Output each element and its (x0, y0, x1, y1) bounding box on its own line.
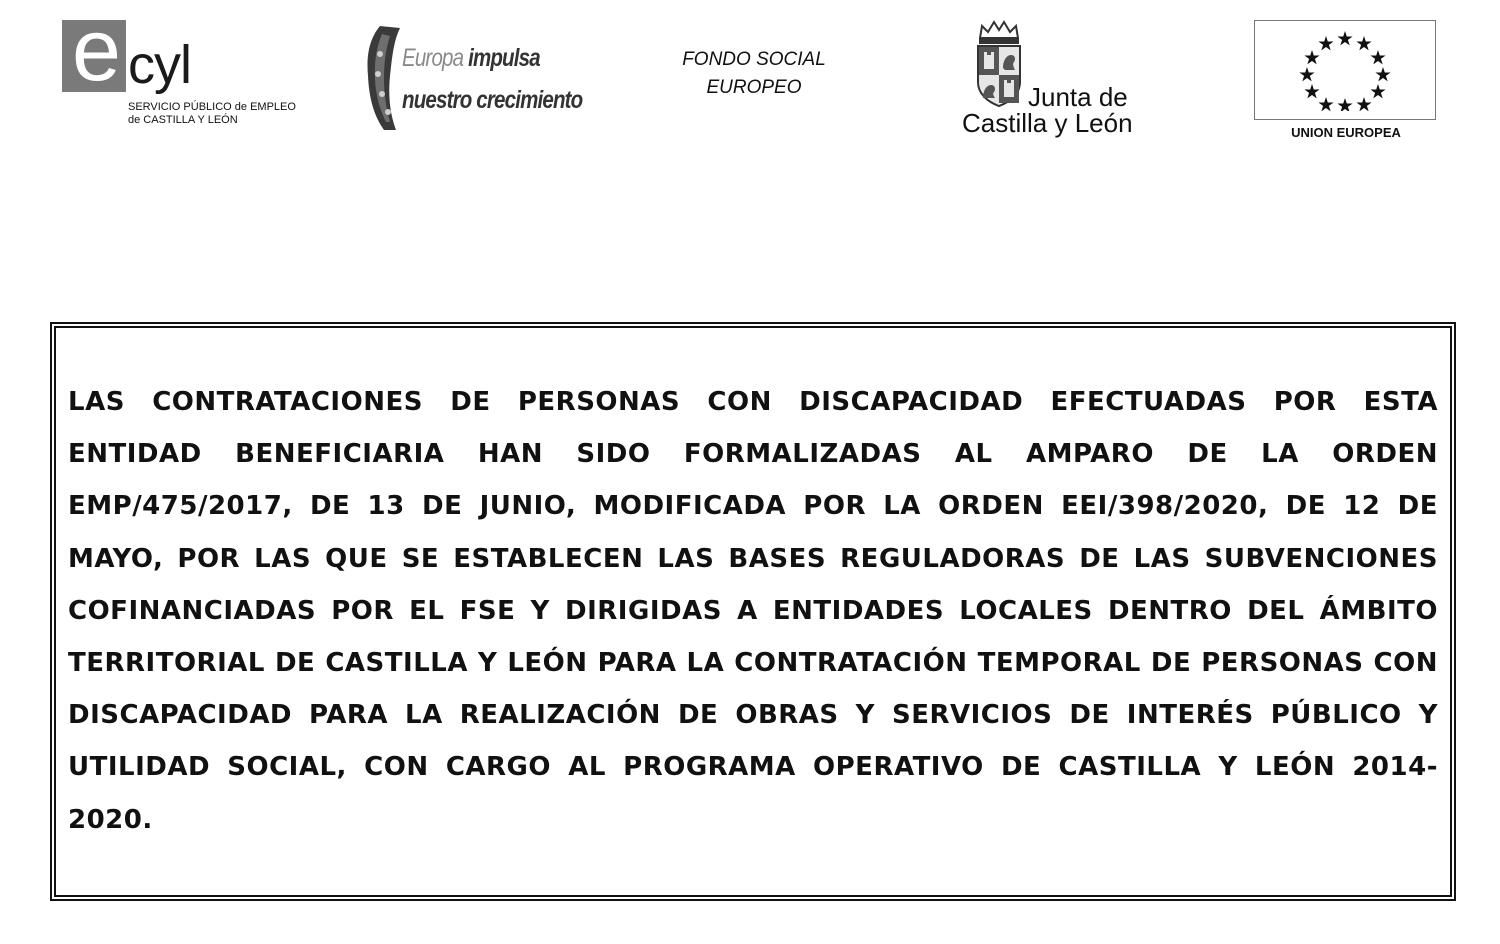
europa-line1 (402, 46, 540, 71)
eu-flag-logo (1254, 20, 1436, 140)
ecyl-logo-word: cyl (128, 35, 191, 95)
fse-line1: FONDO SOCIAL (682, 49, 826, 70)
junta-line2: Castilla y León (962, 108, 1133, 138)
junta-castilla-leon-logo (960, 20, 1150, 140)
fondo-social-europeo-label (654, 46, 854, 102)
junta-line1: Junta de (1028, 82, 1128, 112)
ecyl-subtitle-line1: SERVICIO PÚBLICO de EMPLEO (128, 101, 296, 113)
europa-impulsa-logo (366, 24, 583, 134)
ecyl-logo (62, 0, 296, 132)
coat-of-arms-icon (974, 20, 1024, 108)
notice-box-inner (54, 326, 1452, 897)
eu-stars-icon (1295, 29, 1395, 111)
notice-box (50, 322, 1456, 901)
notice-text: LAS CONTRATACIONES DE PERSONAS CON DISCAPACIDAD EFECTUADAS POR ESTA ENTIDAD BENEFICIARIA HAN SIDO FORMALIZADAS AL AMPARO DE LA ORDEN EMP/475/2017, DE 13 DE JUNIO, MODIFICADA POR LA ORDEN EEI/398/2020, DE 12 DE MAYO, POR LAS QUE SE ESTABLECEN LAS BASES REGULADORAS DE LAS SUBVENCIONES COFINANCIADAS POR EL FSE Y DIRIGIDAS A ENTIDADES LOCALES DENTRO DEL ÁMBITO TERRITORIAL DE CASTILLA Y LEÓN PARA LA CONTRATACIÓN TEMPORAL DE PERSONAS CON DISCAPACIDAD PARA LA REALIZACIÓN DE OBRAS Y SERVICIOS DE INTERÉS PÚBLICO Y UTILIDAD SOCIAL, CON CARGO AL PROGRAMA OPERATIVO DE CASTILLA Y LEÓN 2014-2020. (68, 387, 1438, 835)
europa-line2: nuestro crecimiento (402, 86, 583, 114)
europa-map-icon (366, 24, 402, 132)
europa-word: Europa (402, 44, 464, 72)
ecyl-logo-letter: e (72, 0, 121, 99)
fse-line2: EUROPEO (706, 77, 802, 98)
impulsa-word: impulsa (468, 44, 540, 72)
eu-caption: UNION EUROPEA (1291, 125, 1401, 140)
ecyl-subtitle-line2: de CASTILLA Y LEÓN (128, 114, 238, 126)
